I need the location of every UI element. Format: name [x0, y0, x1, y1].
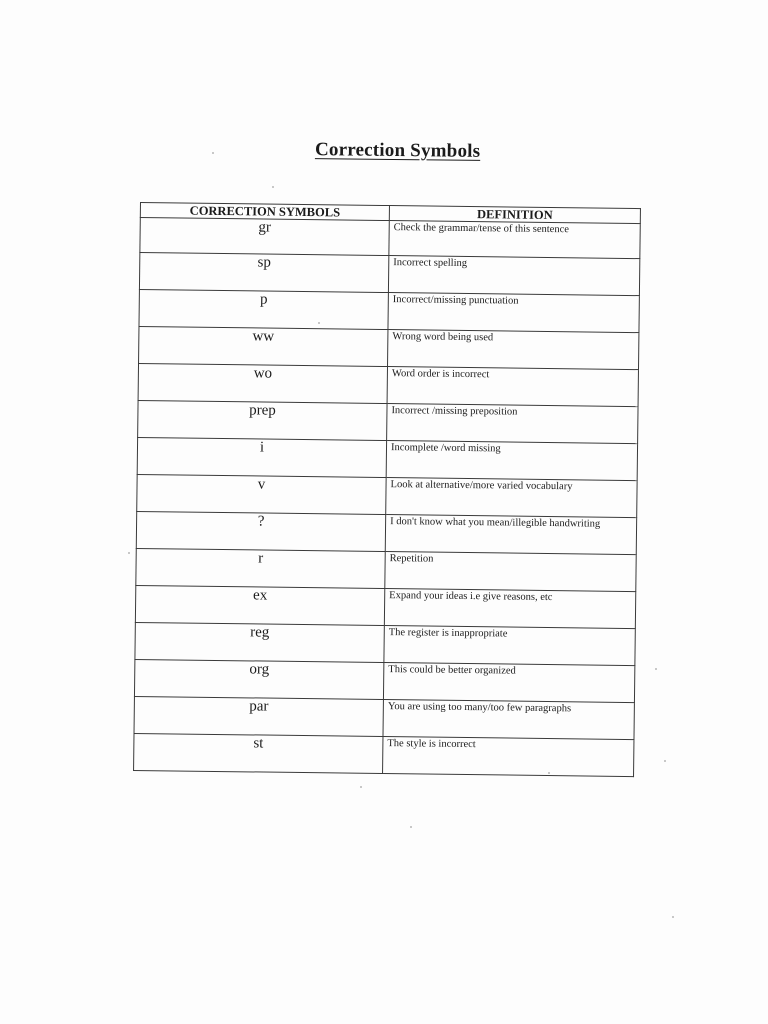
definition-cell: Repetition: [385, 552, 636, 592]
symbol-cell: i: [137, 437, 386, 477]
page-title: Correction Symbols: [314, 139, 481, 162]
table-row: [135, 622, 635, 665]
scan-speck: [655, 668, 657, 670]
definition-cell: Incomplete /word missing: [386, 441, 637, 481]
scan-speck: [410, 826, 412, 828]
definition-cell: The style is incorrect: [383, 737, 634, 777]
symbol-cell: gr: [140, 218, 389, 256]
symbol-cell: sp: [139, 253, 388, 293]
scan-speck: [664, 760, 666, 762]
definition-cell: Expand your ideas i.e give reasons, etc: [384, 589, 635, 629]
symbol-cell: ?: [136, 511, 385, 551]
symbol-cell: ww: [139, 326, 388, 366]
definition-cell: Look at alternative/more varied vocabulary: [386, 478, 637, 518]
table-row: [137, 474, 637, 517]
symbol-cell: v: [137, 474, 386, 514]
definition-cell: Incorrect spelling: [388, 256, 639, 296]
symbol-cell: ex: [135, 585, 384, 625]
correction-symbols-table: [133, 202, 641, 777]
scan-speck: [360, 786, 362, 788]
definition-cell: Check the grammar/tense of this sentence: [389, 221, 640, 259]
definition-cell: Word order is incorrect: [387, 367, 638, 407]
symbol-cell: st: [134, 733, 383, 773]
table-row: [139, 289, 639, 332]
definition-cell: You are using too many/too few paragraphs: [383, 700, 634, 740]
scan-speck: [318, 322, 320, 324]
table-row: [136, 511, 636, 554]
scan-speck: [672, 916, 674, 918]
scan-speck: [548, 772, 550, 774]
scan-speck: [212, 152, 214, 154]
definition-cell: Incorrect /missing preposition: [387, 404, 638, 444]
definition-cell: I don't know what you mean/illegible handwriting: [385, 515, 636, 555]
table-row: [138, 400, 638, 443]
symbol-cell: par: [134, 696, 383, 736]
definition-cell: The register is inappropriate: [384, 626, 635, 666]
table-row: [134, 733, 634, 776]
symbol-cell: reg: [135, 622, 384, 662]
correction-symbols-table-wrapper: [133, 202, 638, 777]
definition-cell: Wrong word being used: [388, 330, 639, 370]
table-row: [138, 363, 638, 406]
symbol-cell: org: [134, 659, 383, 699]
definition-cell: This could be better organized: [383, 663, 634, 703]
table-row: [135, 585, 635, 628]
header-definition: DEFINITION: [389, 206, 640, 224]
table-row: [134, 696, 634, 739]
symbol-cell: p: [139, 289, 388, 329]
symbol-cell: r: [136, 548, 385, 588]
scan-speck: [272, 186, 274, 188]
table-row: [137, 437, 637, 480]
table-row: [139, 326, 639, 369]
scan-speck: [128, 552, 130, 554]
header-correction-symbols: CORRECTION SYMBOLS: [140, 203, 389, 221]
table-row: [136, 548, 636, 591]
table-row: [134, 659, 634, 702]
symbol-cell: prep: [138, 400, 387, 440]
table-row: [139, 253, 639, 296]
definition-cell: Incorrect/missing punctuation: [388, 293, 639, 333]
symbol-cell: wo: [138, 363, 387, 403]
